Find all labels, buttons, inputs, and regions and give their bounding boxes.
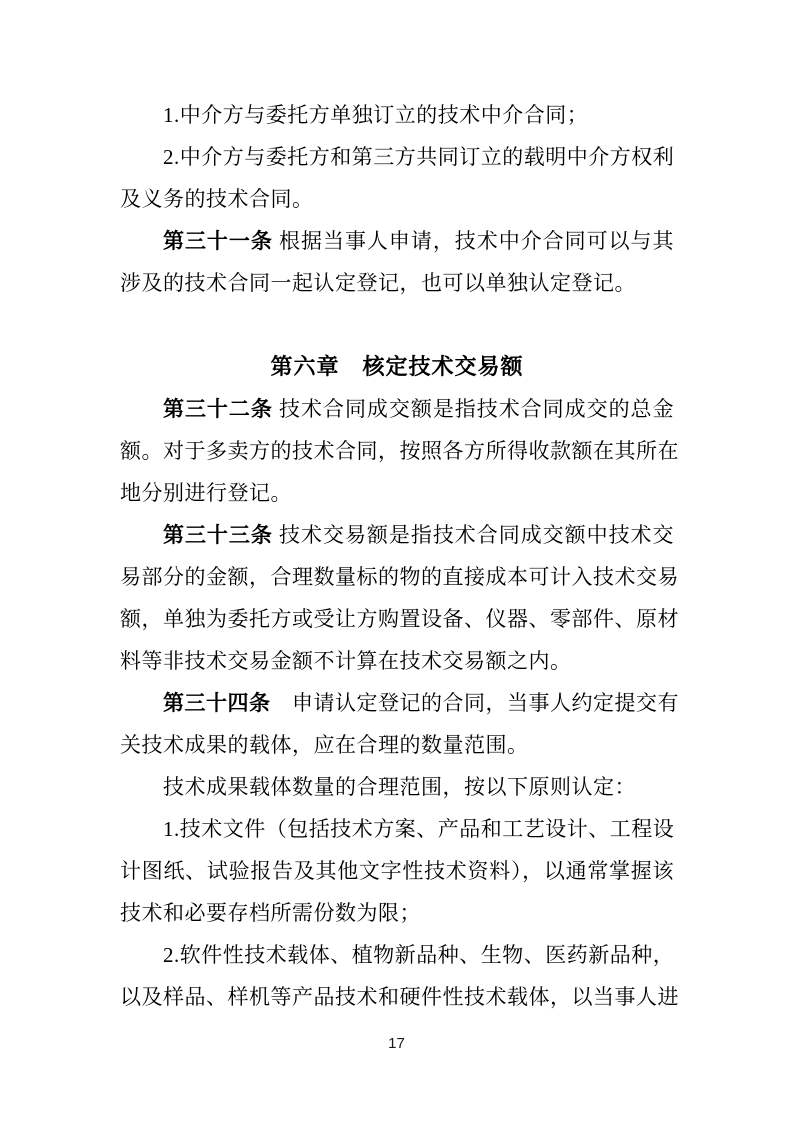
text-line — [120, 94, 674, 136]
text-segment: 以及样品、样机等产品技术和硬件性技术载体，以当事人进 — [120, 985, 679, 1009]
paragraph — [120, 220, 674, 304]
text-line — [120, 976, 679, 1018]
paragraph — [120, 934, 679, 1018]
text-line — [120, 892, 674, 934]
text-line — [120, 640, 674, 682]
text-segment: 2.中介方与委托方和第三方共同订立的载明中介方权利 — [163, 145, 675, 169]
text-line — [120, 346, 674, 388]
text-line — [120, 556, 679, 598]
text-segment: 技术合同成交额是指技术合同成交的总金 — [272, 397, 675, 421]
paragraph — [120, 808, 674, 934]
text-segment: 技术和必要存档所需份数为限； — [120, 901, 421, 925]
text-line — [120, 682, 679, 724]
text-segment: 1.中介方与委托方单独订立的技术中介合同； — [163, 103, 589, 127]
text-segment: 技术交易额是指技术合同成交额中技术交 — [272, 523, 675, 547]
text-segment: 2.软件性技术载体、植物新品种、生物、医药新品种， — [163, 943, 675, 967]
text-line — [120, 850, 674, 892]
paragraph — [120, 514, 679, 682]
text-line — [120, 514, 674, 556]
paragraph — [120, 766, 674, 808]
text-line — [120, 766, 674, 808]
text-segment: 涉及的技术合同一起认定登记，也可以单独认定登记。 — [120, 271, 636, 295]
text-segment: 及义务的技术合同。 — [120, 187, 314, 211]
article-number: 第三十一条 — [163, 230, 273, 253]
text-line — [120, 430, 679, 472]
chapter-heading — [120, 346, 674, 388]
text-segment: 额。对于多卖方的技术合同，按照各方所得收款额在其所在 — [120, 439, 679, 463]
text-segment: 料等非技术交易金额不计算在技术交易额之内。 — [120, 649, 572, 673]
article-number: 第三十三条 — [163, 524, 273, 547]
paragraph — [120, 388, 679, 514]
paragraph — [120, 136, 674, 220]
text-line — [120, 472, 674, 514]
text-line — [120, 808, 674, 850]
text-segment: 关技术成果的载体，应在合理的数量范围。 — [120, 733, 529, 757]
text-line — [120, 220, 674, 262]
text-segment: 地分别进行登记。 — [120, 481, 292, 505]
text-segment: 根据当事人申请，技术中介合同可以与其 — [272, 229, 675, 253]
text-segment: 额，单独为委托方或受让方购置设备、仪器、零部件、原材 — [120, 607, 679, 631]
paragraph — [120, 682, 679, 766]
text-segment: 易部分的金额，合理数量标的物的直接成本可计入技术交易 — [120, 565, 679, 589]
text-line — [120, 178, 674, 220]
text-segment: 技术成果载体数量的合理范围，按以下原则认定： — [163, 775, 636, 799]
article-number: 第三十二条 — [163, 398, 273, 421]
text-line — [120, 262, 674, 304]
paragraph — [120, 94, 674, 136]
text-line — [120, 724, 674, 766]
page-number: 17 — [388, 1035, 405, 1052]
text-segment: 计图纸、试验报告及其他文字性技术资料），以通常掌握该 — [120, 859, 674, 883]
document-content — [120, 94, 679, 1018]
article-number: 第六章 核定技术交易额 — [270, 354, 524, 379]
text-line — [120, 136, 674, 178]
article-number: 第三十四条 — [163, 692, 271, 715]
text-segment: 1.技术文件（包括技术方案、产品和工艺设计、工程设 — [163, 817, 675, 841]
text-segment: 申请认定登记的合同，当事人约定提交有 — [270, 691, 679, 715]
text-line — [120, 388, 674, 430]
text-line — [120, 934, 674, 976]
text-line — [120, 598, 679, 640]
